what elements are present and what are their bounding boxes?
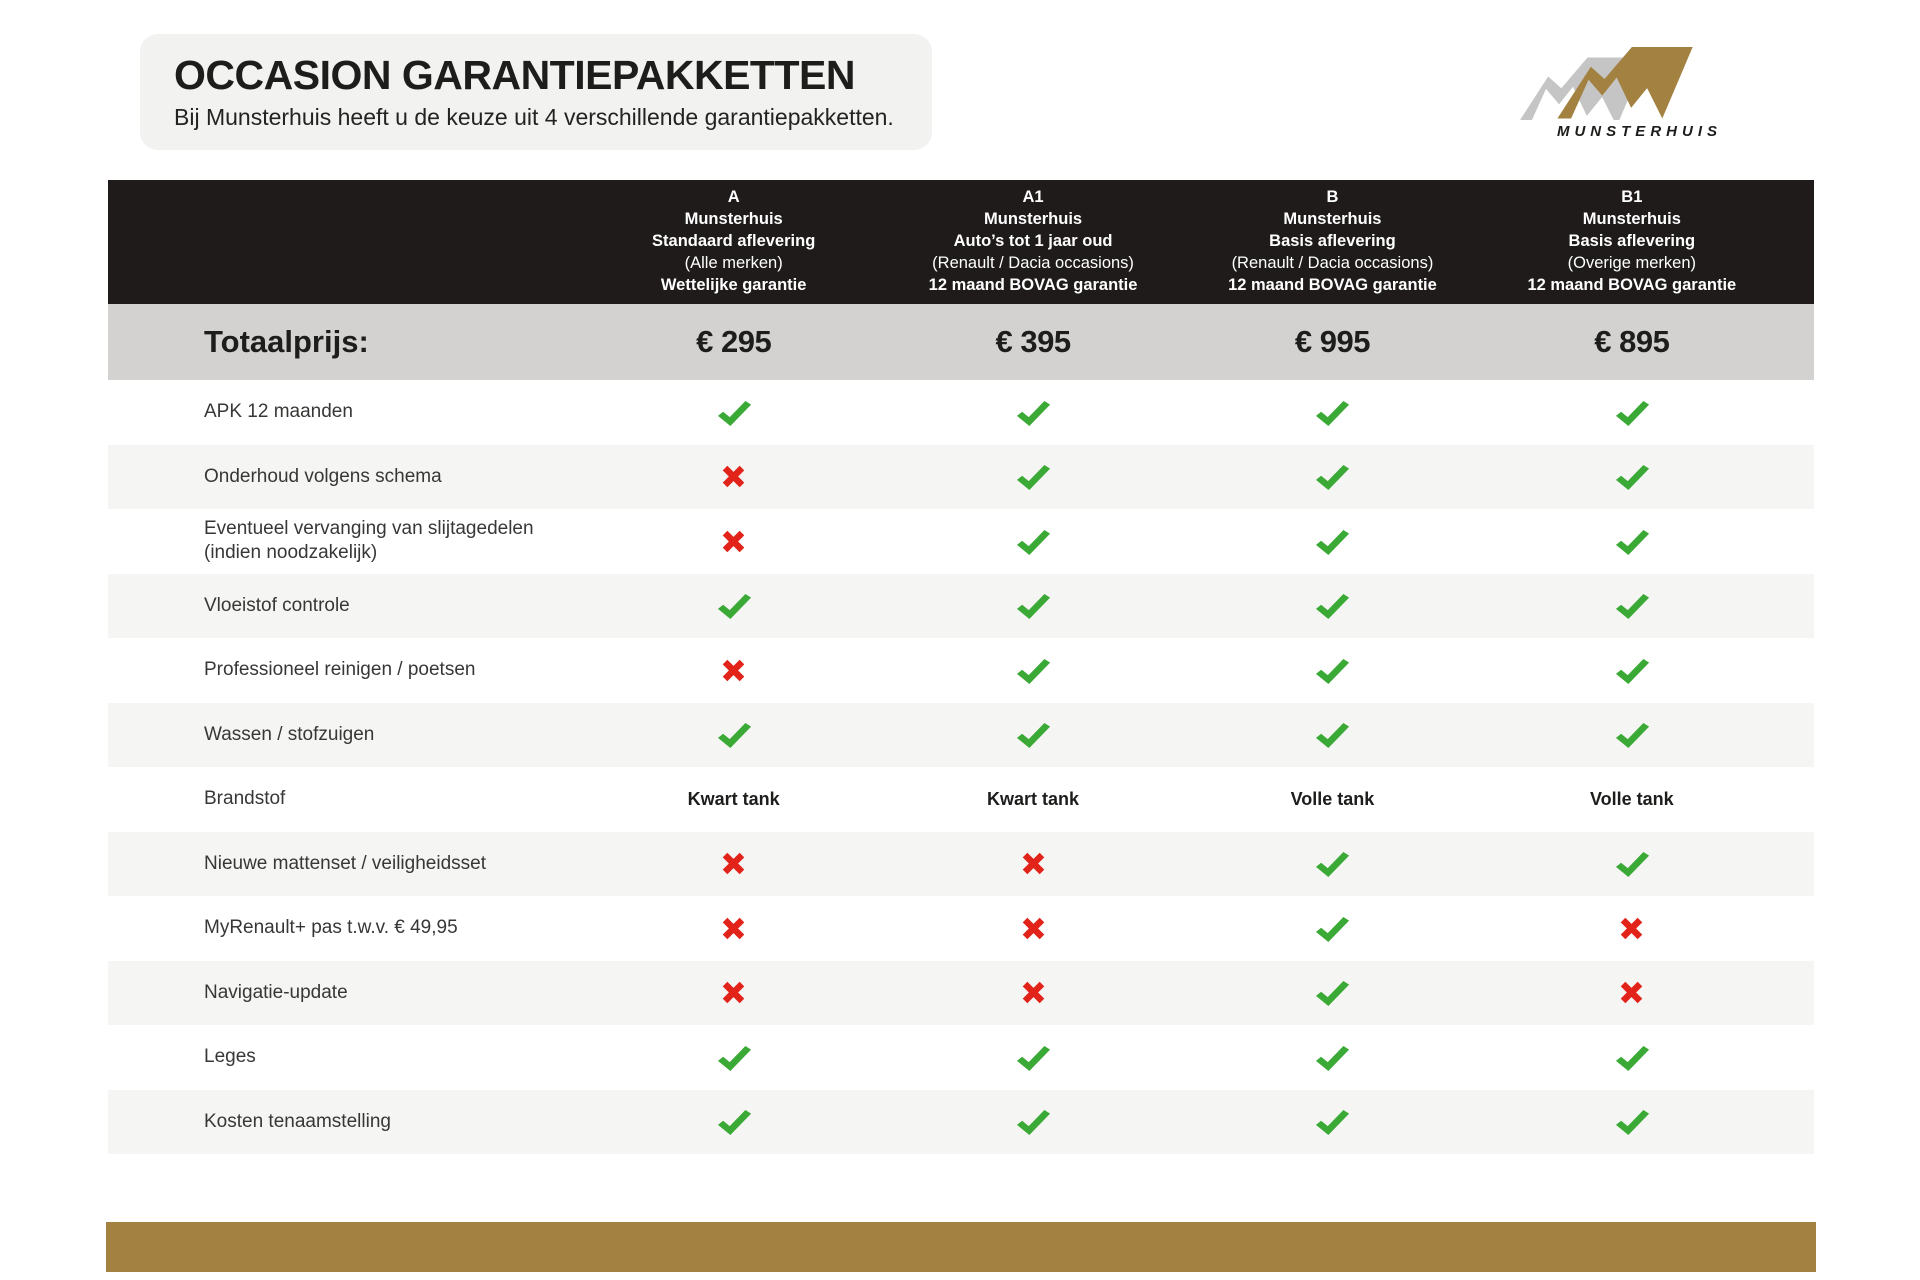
- row-cell: [1482, 914, 1781, 943]
- column-header: [584, 187, 883, 297]
- row-label-cell: [108, 594, 584, 618]
- cross-icon: [719, 656, 748, 685]
- row-cell: [584, 527, 883, 556]
- row-label: Eventueel vervanging van slijtagedelen: [204, 517, 534, 539]
- row-cell: [1482, 848, 1781, 879]
- check-icon: [1613, 848, 1651, 879]
- cross-icon: [719, 914, 748, 943]
- row-label: APK 12 maanden: [204, 401, 353, 423]
- table-row: [108, 509, 1814, 574]
- row-cell: [883, 789, 1182, 810]
- cross-icon: [719, 462, 748, 491]
- table-row: [108, 832, 1814, 897]
- row-cell: [1183, 1106, 1482, 1137]
- row-label-cell: [108, 916, 584, 940]
- row-label: Kosten tenaamstelling: [204, 1110, 391, 1132]
- row-cell: [1183, 789, 1482, 810]
- price-cell: [1482, 324, 1781, 360]
- row-label-cell: [108, 1110, 584, 1134]
- row-cell: [584, 914, 883, 943]
- column-header-line: Auto’s tot 1 jaar oud: [953, 232, 1113, 251]
- row-cell: [1183, 397, 1482, 428]
- check-icon: [1313, 913, 1351, 944]
- column-header-line: 12 maand BOVAG garantie: [928, 275, 1138, 294]
- comparison-table: [108, 180, 1814, 1154]
- row-label: Professioneel reinigen / poetsen: [204, 659, 476, 681]
- check-icon: [715, 590, 753, 621]
- check-icon: [1014, 655, 1052, 686]
- row-label-cell: [108, 1045, 584, 1069]
- cross-icon: [1617, 978, 1646, 1007]
- row-cell: [883, 1106, 1182, 1137]
- row-label-cell: [108, 981, 584, 1005]
- check-icon: [1313, 1106, 1351, 1137]
- row-cell: [584, 590, 883, 621]
- row-cell: [883, 526, 1182, 557]
- cell-text: Volle tank: [1589, 788, 1674, 809]
- gold-bar: [106, 1222, 1816, 1272]
- check-icon: [1313, 848, 1351, 879]
- row-cell: [1482, 397, 1781, 428]
- logo-wordmark: MUNSTERHUIS: [1556, 123, 1722, 140]
- column-header: [1183, 187, 1482, 297]
- row-cell: [1482, 719, 1781, 750]
- check-icon: [1014, 526, 1052, 557]
- row-cell: [1183, 977, 1482, 1008]
- price-cell: [1183, 324, 1482, 360]
- row-label-cell: [108, 787, 584, 811]
- column-header-line: Standaard aflevering: [652, 232, 816, 251]
- table-row: [108, 896, 1814, 961]
- row-cell: [883, 849, 1182, 878]
- row-label-cell: [108, 400, 584, 424]
- column-header: [1482, 187, 1781, 297]
- check-icon: [715, 397, 753, 428]
- row-cell: [1482, 1042, 1781, 1073]
- logo-m-icon: [1478, 44, 1728, 120]
- check-icon: [715, 719, 753, 750]
- price-value: € 395: [995, 324, 1071, 359]
- row-cell: [1482, 655, 1781, 686]
- table-row: [108, 1025, 1814, 1090]
- page-title: OCCASION GARANTIEPAKKETTEN: [174, 52, 855, 98]
- column-header-line: Basis aflevering: [1269, 232, 1396, 251]
- check-icon: [1313, 590, 1351, 621]
- check-icon: [1613, 655, 1651, 686]
- column-header-line: (Overige merken): [1567, 253, 1697, 272]
- row-cell: [584, 978, 883, 1007]
- row-cell: [1183, 526, 1482, 557]
- column-header-line: Munsterhuis: [984, 210, 1083, 229]
- cell-text: Volle tank: [1290, 788, 1375, 809]
- check-icon: [1613, 526, 1651, 557]
- row-cell: [883, 397, 1182, 428]
- cross-icon: [719, 849, 748, 878]
- table-row: [108, 703, 1814, 768]
- row-cell: [1183, 913, 1482, 944]
- row-cell: [883, 655, 1182, 686]
- table-row: [108, 574, 1814, 639]
- check-icon: [1313, 397, 1351, 428]
- column-header-line: 12 maand BOVAG garantie: [1228, 275, 1437, 294]
- row-cell: [883, 978, 1182, 1007]
- row-cell: [1183, 1042, 1482, 1073]
- row-label-cell: [108, 658, 584, 682]
- price-row: [108, 304, 1814, 380]
- row-label: Navigatie-update: [204, 981, 348, 1003]
- row-cell: [584, 719, 883, 750]
- row-cell: [1482, 789, 1781, 810]
- column-header-line: (Renault / Dacia occasions): [1231, 253, 1434, 272]
- check-icon: [1613, 397, 1651, 428]
- row-label-cell: [108, 465, 584, 489]
- cross-icon: [719, 527, 748, 556]
- check-icon: [1313, 719, 1351, 750]
- column-header-line: (Alle merken): [684, 253, 783, 272]
- row-cell: [1482, 1106, 1781, 1137]
- row-cell: [584, 397, 883, 428]
- row-label: Vloeistof controle: [204, 594, 350, 616]
- table-row: [108, 767, 1814, 832]
- row-cell: [883, 914, 1182, 943]
- row-label: Wassen / stofzuigen: [204, 723, 375, 745]
- table-row: [108, 638, 1814, 703]
- check-icon: [1014, 461, 1052, 492]
- row-cell: [584, 1106, 883, 1137]
- row-cell: [1183, 848, 1482, 879]
- column-header-line: B: [1326, 188, 1339, 207]
- table-row: [108, 961, 1814, 1026]
- cell-text: Kwart tank: [987, 788, 1080, 809]
- row-cell: [1482, 461, 1781, 492]
- row-label-cell: [108, 852, 584, 876]
- header-box: [140, 34, 932, 150]
- price-label: Totaalprijs:: [204, 324, 369, 359]
- check-icon: [1014, 719, 1052, 750]
- row-cell: [1183, 461, 1482, 492]
- row-cell: [1482, 978, 1781, 1007]
- check-icon: [1613, 719, 1651, 750]
- check-icon: [715, 1042, 753, 1073]
- cross-icon: [1019, 978, 1048, 1007]
- check-icon: [1313, 1042, 1351, 1073]
- row-cell: [883, 461, 1182, 492]
- table-row: [108, 380, 1814, 445]
- row-cell: [1183, 719, 1482, 750]
- page-subtitle: Bij Munsterhuis heeft u de keuze uit 4 verschillende garantiepakketten.: [174, 104, 894, 131]
- check-icon: [1313, 655, 1351, 686]
- row-cell: [584, 462, 883, 491]
- row-cell: [584, 849, 883, 878]
- row-cell: [1183, 590, 1482, 621]
- price-cell: [883, 324, 1182, 360]
- price-cell: [584, 324, 883, 360]
- check-icon: [1613, 461, 1651, 492]
- check-icon: [1014, 1042, 1052, 1073]
- row-cell: [883, 590, 1182, 621]
- check-icon: [1313, 526, 1351, 557]
- column-header-line: Wettelijke garantie: [660, 275, 807, 294]
- column-header-line: Basis aflevering: [1568, 232, 1696, 251]
- column-header-line: B1: [1621, 188, 1643, 207]
- price-value: € 995: [1294, 324, 1370, 359]
- row-label: Nieuwe mattenset / veiligheidsset: [204, 852, 486, 874]
- row-cell: [1183, 655, 1482, 686]
- column-header-line: 12 maand BOVAG garantie: [1527, 275, 1737, 294]
- row-cell: [883, 1042, 1182, 1073]
- table-row: [108, 445, 1814, 510]
- cross-icon: [1617, 914, 1646, 943]
- cross-icon: [719, 978, 748, 1007]
- table-body: [108, 380, 1814, 1154]
- row-cell: [883, 719, 1182, 750]
- column-header: [883, 187, 1182, 297]
- row-label-cell: [108, 723, 584, 747]
- row-cell: [1482, 590, 1781, 621]
- row-cell: [584, 656, 883, 685]
- row-label: Brandstof: [204, 788, 286, 810]
- row-cell: [584, 789, 883, 810]
- check-icon: [1313, 461, 1351, 492]
- table-row: [108, 1090, 1814, 1155]
- cross-icon: [1019, 849, 1048, 878]
- table-header-row: [108, 180, 1814, 304]
- column-header-line: Munsterhuis: [1582, 210, 1681, 229]
- row-label: Leges: [204, 1046, 256, 1068]
- column-header-line: Munsterhuis: [684, 210, 783, 229]
- column-header-line: Munsterhuis: [1283, 210, 1382, 229]
- cross-icon: [1019, 914, 1048, 943]
- price-value: € 295: [696, 324, 772, 359]
- column-header-line: A1: [1022, 188, 1044, 207]
- row-label: MyRenault+ pas t.w.v. € 49,95: [204, 917, 458, 939]
- cell-text: Kwart tank: [687, 788, 780, 809]
- munsterhuis-logo: [1478, 44, 1728, 140]
- row-label: Onderhoud volgens schema: [204, 465, 442, 487]
- column-header-line: A: [727, 188, 740, 207]
- check-icon: [1613, 1042, 1651, 1073]
- column-header-line: (Renault / Dacia occasions): [932, 253, 1134, 272]
- check-icon: [1313, 977, 1351, 1008]
- check-icon: [715, 1106, 753, 1137]
- row-cell: [1482, 526, 1781, 557]
- check-icon: [1613, 1106, 1651, 1137]
- check-icon: [1014, 1106, 1052, 1137]
- row-label-line2: (indien noodzakelijk): [204, 542, 378, 564]
- check-icon: [1613, 590, 1651, 621]
- check-icon: [1014, 397, 1052, 428]
- check-icon: [1014, 590, 1052, 621]
- row-label-cell: [108, 517, 584, 566]
- price-value: € 895: [1594, 324, 1670, 359]
- row-cell: [584, 1042, 883, 1073]
